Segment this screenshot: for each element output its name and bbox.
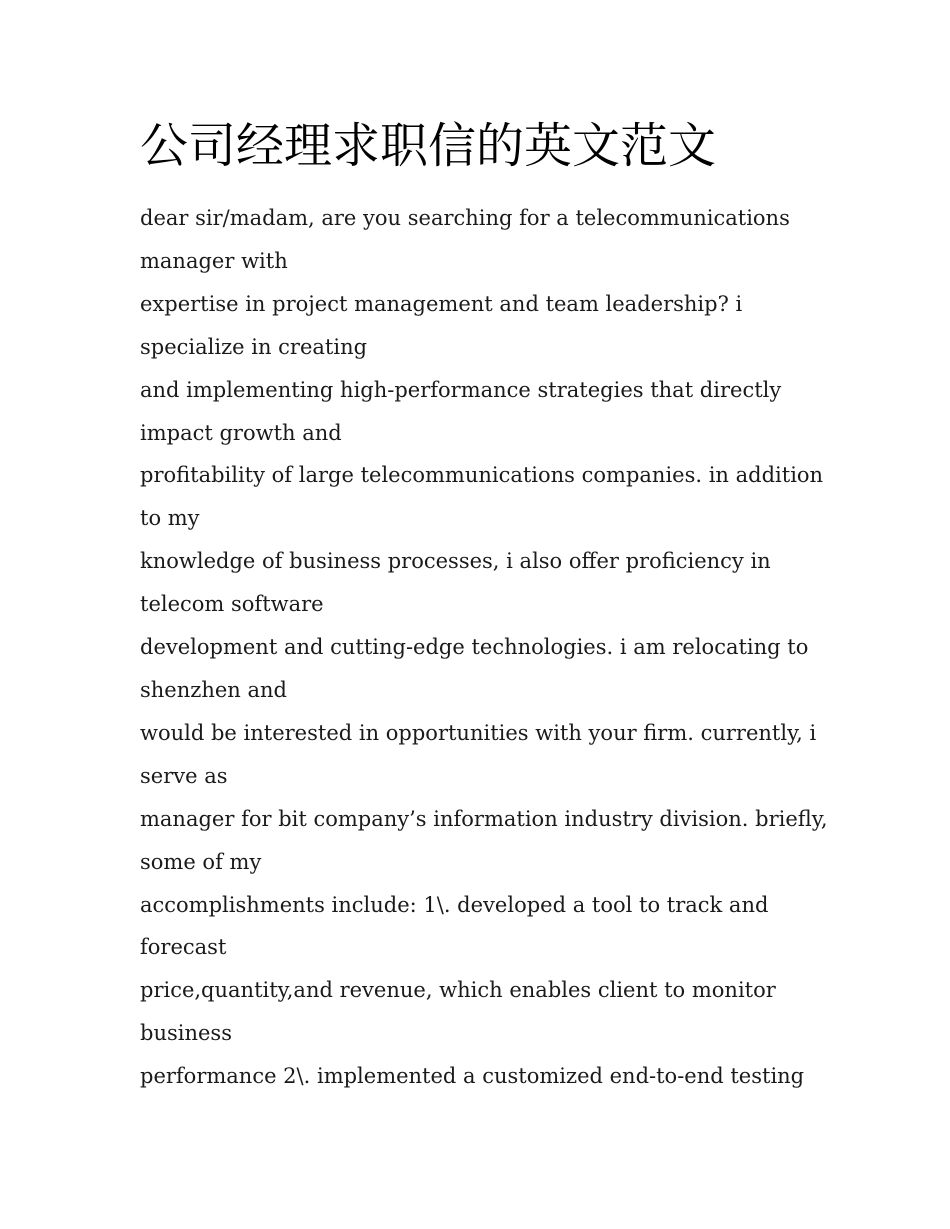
body-line: impact growth and — [140, 420, 342, 445]
body-line: specialize in creating — [140, 334, 368, 359]
body-line: knowledge of business processes, i also offer proficiency in — [140, 549, 771, 574]
body-line: price,quantity,and revenue, which enables client to monitor — [140, 978, 776, 1003]
body-line: serve as — [140, 763, 228, 788]
body-line: forecast — [140, 935, 227, 960]
body-line: development and cutting-edge technologies. i am relocating to — [140, 635, 809, 660]
body-line: and implementing high-performance strategies that directly — [140, 377, 782, 402]
page-title: 公司经理求职信的英文范文 — [140, 118, 717, 174]
body-line: expertise in project management and team leadership? i — [140, 291, 743, 316]
letter-body — [140, 197, 828, 1098]
body-line: accomplishments include: 1\. developed a tool to track and — [140, 892, 769, 917]
body-line: shenzhen and — [140, 677, 287, 702]
body-line: performance 2\. implemented a customized end-to-end testing — [140, 1064, 805, 1089]
body-line: dear sir/madam, are you searching for a telecommunications — [140, 206, 790, 230]
body-line: some of my — [140, 849, 262, 874]
body-line: telecom software — [140, 592, 324, 617]
body-line: manager with — [140, 248, 288, 273]
body-line: profitability of large telecommunications companies. in addition — [140, 463, 824, 488]
body-line: to my — [140, 506, 200, 531]
body-line: manager for bit company’s information industry division. briefly, — [140, 806, 828, 831]
body-line: business — [140, 1021, 232, 1046]
body-line: would be interested in opportunities with your firm. currently, i — [140, 720, 817, 745]
